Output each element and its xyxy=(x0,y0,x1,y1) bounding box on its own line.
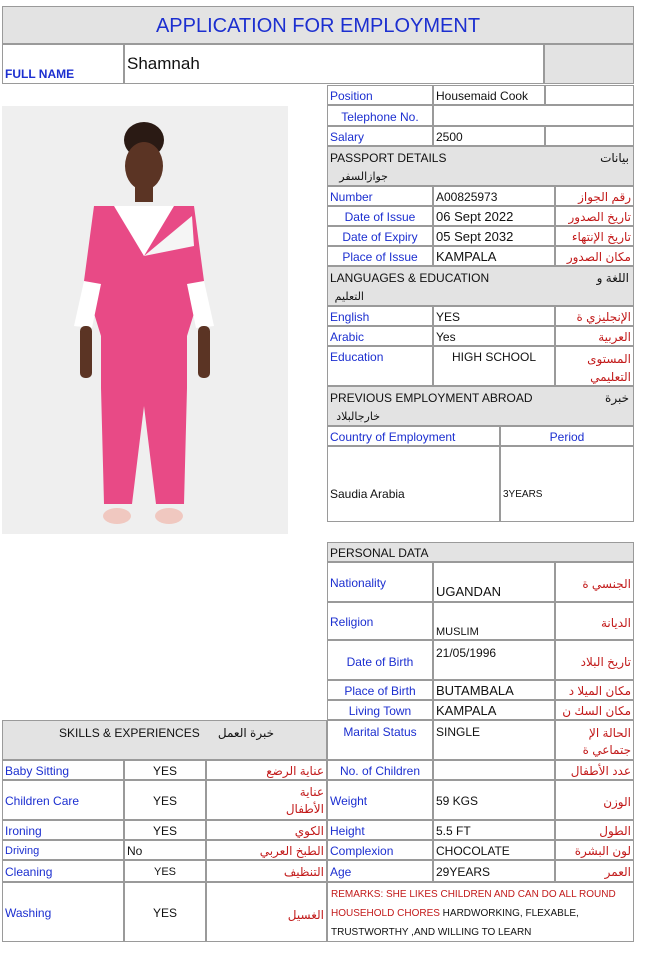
header-filler xyxy=(544,44,634,84)
country-of-employment-label: Country of Employment xyxy=(327,426,500,446)
salary-ar xyxy=(545,126,634,146)
personal-data-header: PERSONAL DATA xyxy=(327,542,634,562)
skill-ar-washing: الغسيل xyxy=(206,882,327,942)
weight-value: 59 KGS xyxy=(433,780,555,820)
religion-label: Religion xyxy=(327,602,433,640)
religion-value: MUSLIM xyxy=(433,602,555,640)
height-ar: الطول xyxy=(555,820,634,840)
religion-ar: الديانة xyxy=(555,602,634,640)
passport-number-ar: رقم الجواز xyxy=(555,186,634,206)
country-value: Saudia Arabia xyxy=(327,446,500,522)
place-of-issue-label: Place of Issue xyxy=(327,246,433,266)
page-title: APPLICATION FOR EMPLOYMENT xyxy=(2,6,634,44)
marital-status-ar: الحالة الإ جتماعي ة xyxy=(555,720,634,760)
languages-section-header: LANGUAGES & EDUCATION اللغة و التعليم xyxy=(327,266,634,306)
skill-value-cleaning: YES xyxy=(124,860,206,882)
skill-label-baby-sitting: Baby Sitting xyxy=(2,760,124,780)
children-count-ar: عدد الأطفال xyxy=(555,760,634,780)
position-value: Housemaid Cook xyxy=(433,85,545,105)
skill-ar-cleaning: التنظيف xyxy=(206,860,327,882)
date-of-birth-ar: تاريخ البلاد xyxy=(555,640,634,680)
skill-label-ironing: Ironing xyxy=(2,820,124,840)
remarks-red-2: HOUSEHOLD CHORES xyxy=(331,908,440,919)
date-of-expiry-label: Date of Expiry xyxy=(327,226,433,246)
skill-ar-children-care: عناية الأطفال xyxy=(206,780,327,820)
complexion-label: Complexion xyxy=(327,840,433,860)
education-ar: المستوى التعليمي xyxy=(555,346,634,386)
salary-value: 2500 xyxy=(433,126,545,146)
period-label: Period xyxy=(500,426,634,446)
nationality-label: Nationality xyxy=(327,562,433,602)
arabic-ar: العربية xyxy=(555,326,634,346)
date-of-issue-value: 06 Sept 2022 xyxy=(433,206,555,226)
weight-label: Weight xyxy=(327,780,433,820)
complexion-value: CHOCOLATE xyxy=(433,840,555,860)
period-value: 3YEARS xyxy=(500,446,634,522)
skill-value-driving: No xyxy=(124,840,206,860)
passport-section-header: PASSPORT DETAILS بيانات جوازالسفر xyxy=(327,146,634,186)
age-label: Age xyxy=(327,860,433,882)
telephone-value xyxy=(433,105,634,126)
age-ar: العمر xyxy=(555,860,634,882)
children-count-label: No. of Children xyxy=(327,760,433,780)
skill-value-baby-sitting: YES xyxy=(124,760,206,780)
telephone-label: Telephone No. xyxy=(327,105,433,126)
complexion-ar: لون البشرة xyxy=(555,840,634,860)
passport-number-value: A00825973 xyxy=(433,186,555,206)
date-of-issue-ar: تاريخ الصدور xyxy=(555,206,634,226)
nationality-ar: الجنسي ة xyxy=(555,562,634,602)
date-of-issue-label: Date of Issue xyxy=(327,206,433,226)
applicant-photo xyxy=(2,106,288,534)
children-count-value xyxy=(433,760,555,780)
height-label: Height xyxy=(327,820,433,840)
date-of-expiry-ar: تاريخ الإنتهاء xyxy=(555,226,634,246)
education-value: HIGH SCHOOL xyxy=(433,346,555,386)
position-label: Position xyxy=(327,85,433,105)
height-value: 5.5 FT xyxy=(433,820,555,840)
education-label: Education xyxy=(327,346,433,386)
age-value: 29YEARS xyxy=(433,860,555,882)
arabic-value: Yes xyxy=(433,326,555,346)
place-of-issue-value: KAMPALA xyxy=(433,246,555,266)
skill-value-washing: YES xyxy=(124,882,206,942)
skills-section-header: SKILLS & EXPERIENCES خبرة العمل xyxy=(2,720,327,760)
remarks-black-2: HARDWORKING, FLEXABLE, xyxy=(439,908,579,919)
place-of-issue-ar: مكان الصدور xyxy=(555,246,634,266)
skill-label-driving: Driving xyxy=(2,840,124,860)
remarks xyxy=(327,882,634,942)
place-of-birth-ar: مكان الميلا د xyxy=(555,680,634,700)
full-name-value: Shamnah xyxy=(124,44,544,84)
weight-ar: الوزن xyxy=(555,780,634,820)
full-name-label: FULL NAME xyxy=(2,44,124,84)
arabic-label: Arabic xyxy=(327,326,433,346)
skill-ar-ironing: الكوي xyxy=(206,820,327,840)
english-value: YES xyxy=(433,306,555,326)
skill-value-children-care: YES xyxy=(124,780,206,820)
date-of-birth-value: 21/05/1996 xyxy=(433,640,555,680)
nationality-value: UGANDAN xyxy=(433,562,555,602)
skill-value-ironing: YES xyxy=(124,820,206,840)
passport-number-label: Number xyxy=(327,186,433,206)
remarks-red-1: REMARKS: SHE LIKES CHILDREN AND CAN DO ALL ROUND xyxy=(331,889,616,900)
living-town-value: KAMPALA xyxy=(433,700,555,720)
date-of-birth-label: Date of Birth xyxy=(327,640,433,680)
marital-status-value: SINGLE xyxy=(433,720,555,760)
remarks-black-3: TRUSTWORTHY ,AND WILLING TO LEARN xyxy=(331,927,532,938)
living-town-label: Living Town xyxy=(327,700,433,720)
applicant-figure xyxy=(2,106,288,534)
skill-ar-driving: الطبخ العربي xyxy=(206,840,327,860)
position-ar xyxy=(545,85,634,105)
skill-label-washing: Washing xyxy=(2,882,124,942)
marital-status-label: Marital Status xyxy=(327,720,433,760)
english-label: English xyxy=(327,306,433,326)
place-of-birth-value: BUTAMBALA xyxy=(433,680,555,700)
previous-employment-header: PREVIOUS EMPLOYMENT ABROAD خبرة خارجالبلاد xyxy=(327,386,634,426)
salary-label: Salary xyxy=(327,126,433,146)
living-town-ar: مكان السك ن xyxy=(555,700,634,720)
skill-ar-baby-sitting: عناية الرضع xyxy=(206,760,327,780)
place-of-birth-label: Place of Birth xyxy=(327,680,433,700)
skill-label-children-care: Children Care xyxy=(2,780,124,820)
skill-label-cleaning: Cleaning xyxy=(2,860,124,882)
english-ar: الإنجليزي ة xyxy=(555,306,634,326)
date-of-expiry-value: 05 Sept 2032 xyxy=(433,226,555,246)
